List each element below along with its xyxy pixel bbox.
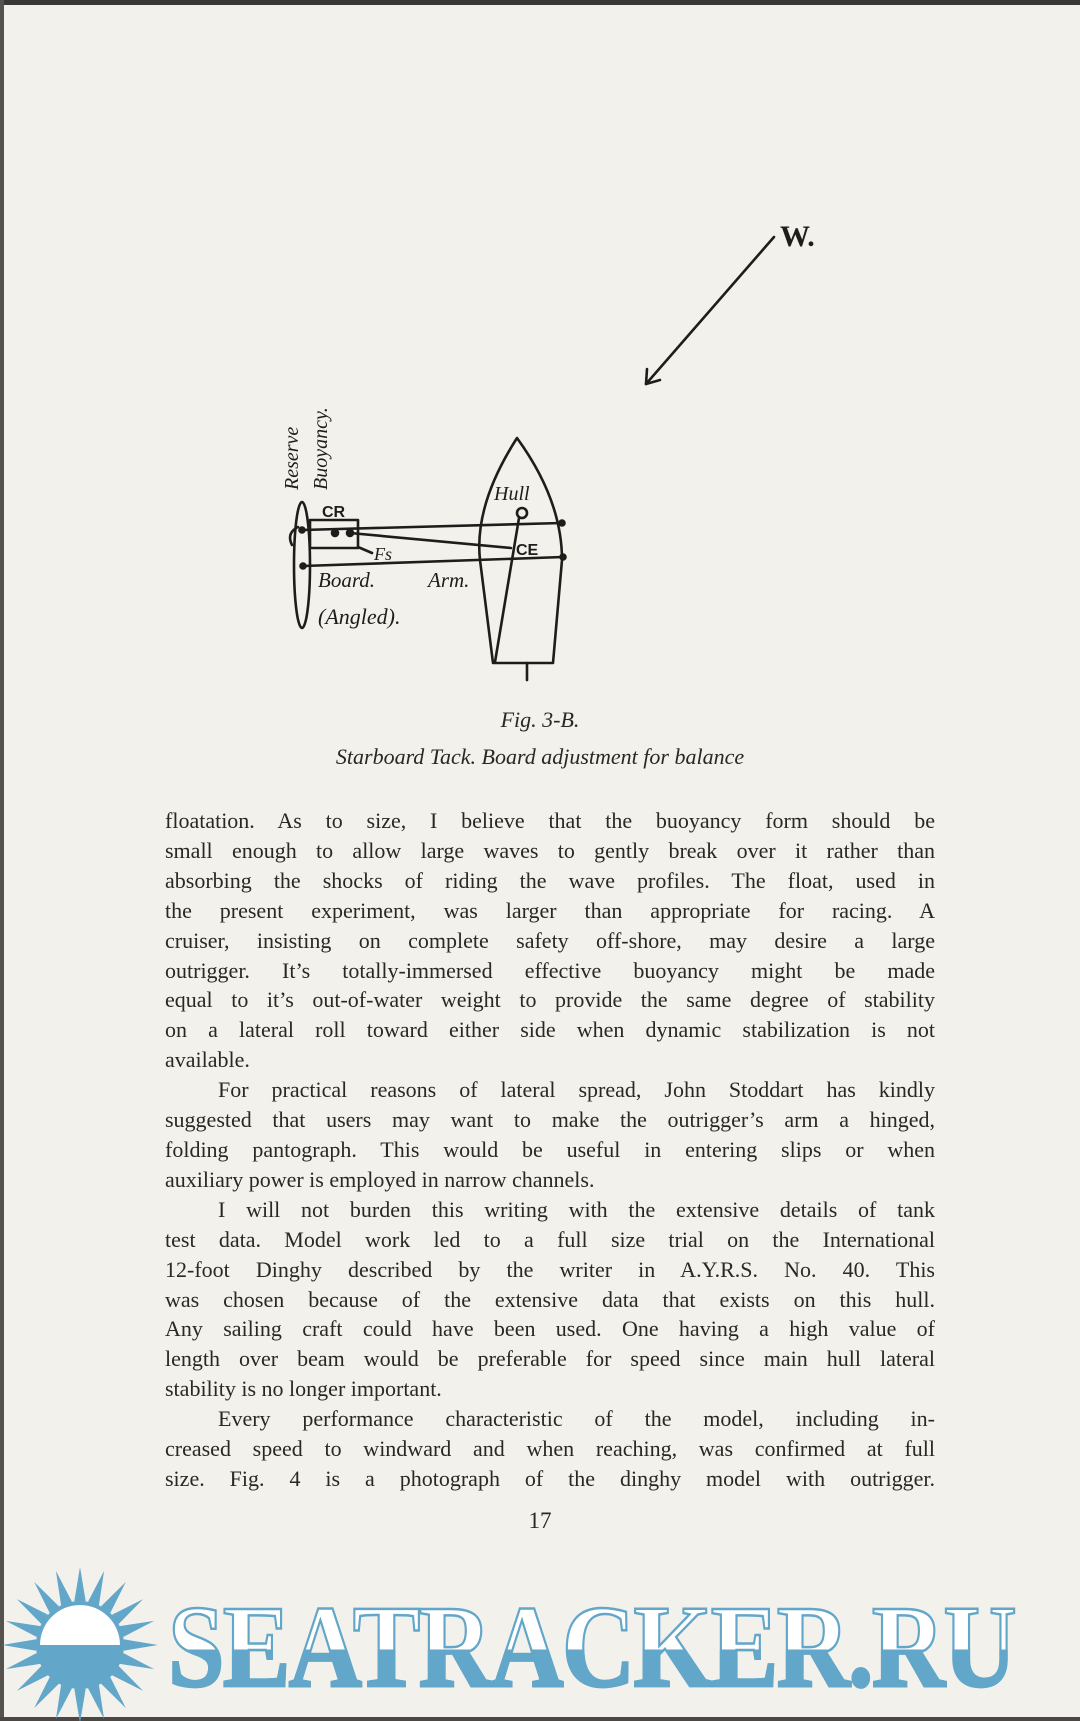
- text-line: was chosen because of the extensive data that exists on this hull.: [165, 1286, 935, 1312]
- sun-ray: [6, 1653, 40, 1669]
- text-line: Any sailing craft could have been used. One having a high value of: [165, 1316, 935, 1342]
- text-line: creased speed to windward and when reaching, was confirmed at full: [165, 1436, 935, 1462]
- figure-3b-diagram: [0, 0, 1080, 700]
- arm-label: Arm.: [428, 568, 470, 592]
- text-line: 12-foot Dinghy described by the writer in A.Y.R.S. No. 40. This: [165, 1256, 935, 1282]
- text-line: I will not burden this writing with the extensive details of tank: [218, 1196, 935, 1222]
- reserve-label: Reserve: [281, 426, 303, 490]
- text-line: floatation. As to size, I believe that the buoyancy form should be: [165, 808, 935, 833]
- text-line: Every performance characteristic of the model, including in-: [218, 1406, 935, 1432]
- text-line: cruiser, insisting on complete safety off-shore, may desire a large: [165, 927, 935, 953]
- body-text: [165, 806, 935, 1494]
- figure-number: Fig. 3-B.: [500, 707, 580, 732]
- sun-ray: [34, 1582, 59, 1613]
- text-line: stability is no longer important.: [165, 1376, 442, 1402]
- watermark-text: SEATRACKER.RU: [168, 1581, 1015, 1712]
- sun-ray: [112, 1599, 143, 1624]
- sun-ray: [17, 1666, 48, 1691]
- fs-label: Fs: [374, 544, 392, 564]
- sun-ray: [101, 1582, 126, 1613]
- sun-ray: [74, 1567, 85, 1601]
- ce-label: CE: [516, 542, 539, 559]
- page-edge-bottom: [0, 1717, 1080, 1721]
- sun-ray: [74, 1689, 85, 1721]
- text-line: available.: [165, 1047, 250, 1073]
- text-line: size. Fig. 4 is a photograph of the dinghy model with outrigger.: [165, 1465, 935, 1491]
- angled-label: (Angled).: [318, 604, 401, 629]
- text-line: For practical reasons of lateral spread, John Stoddart has kindly: [218, 1077, 935, 1103]
- buoyancy-label: Buoyancy.: [310, 407, 332, 490]
- sun-ray: [56, 1571, 72, 1605]
- sun-ray: [6, 1621, 40, 1637]
- wind-arrow: [646, 237, 774, 384]
- page-number: 17: [528, 1508, 552, 1533]
- sun-ray: [120, 1621, 154, 1637]
- sun-ray: [124, 1639, 158, 1650]
- text-line: test data. Model work led to a full size trial on the International: [165, 1226, 935, 1252]
- text-line: outrigger. It’s totally-immersed effective buoyancy might be made: [165, 957, 935, 983]
- sun-ray: [101, 1677, 126, 1708]
- text-line: absorbing the shocks of riding the wave profiles. The float, used in: [165, 867, 935, 893]
- sun-ray: [88, 1571, 104, 1605]
- sun-ray: [34, 1677, 59, 1708]
- sun-ray: [2, 1639, 36, 1650]
- text-line: length over beam would be preferable for speed since main hull lateral: [165, 1346, 935, 1372]
- text-line: the present experiment, was larger than appropriate for racing. A: [165, 897, 935, 923]
- sun-ray: [56, 1685, 72, 1719]
- sun-ray: [88, 1685, 104, 1719]
- board-label: Board.: [318, 568, 375, 592]
- figure-caption: Starboard Tack. Board adjustment for balance: [335, 744, 745, 769]
- wind-label: W.: [780, 220, 815, 253]
- sun-ray: [120, 1653, 154, 1669]
- sun-ray: [112, 1666, 143, 1691]
- sun-icon: [0, 1565, 160, 1721]
- text-line: equal to it’s out-of-water weight to provide the same degree of stability: [165, 987, 935, 1013]
- text-line: folding pantograph. This would be useful in entering slips or when: [165, 1136, 935, 1162]
- text-line: small enough to allow large waves to gently break over it rather than: [165, 837, 935, 863]
- cr-label: CR: [322, 504, 346, 521]
- sun-ray: [17, 1599, 48, 1624]
- text-line: on a lateral roll toward either side when dynamic stabilization is not: [165, 1017, 935, 1043]
- text-line: suggested that users may want to make the outrigger’s arm a hinged,: [165, 1107, 935, 1133]
- hull-label: Hull: [494, 483, 530, 505]
- text-line: auxiliary power is employed in narrow channels.: [165, 1166, 595, 1192]
